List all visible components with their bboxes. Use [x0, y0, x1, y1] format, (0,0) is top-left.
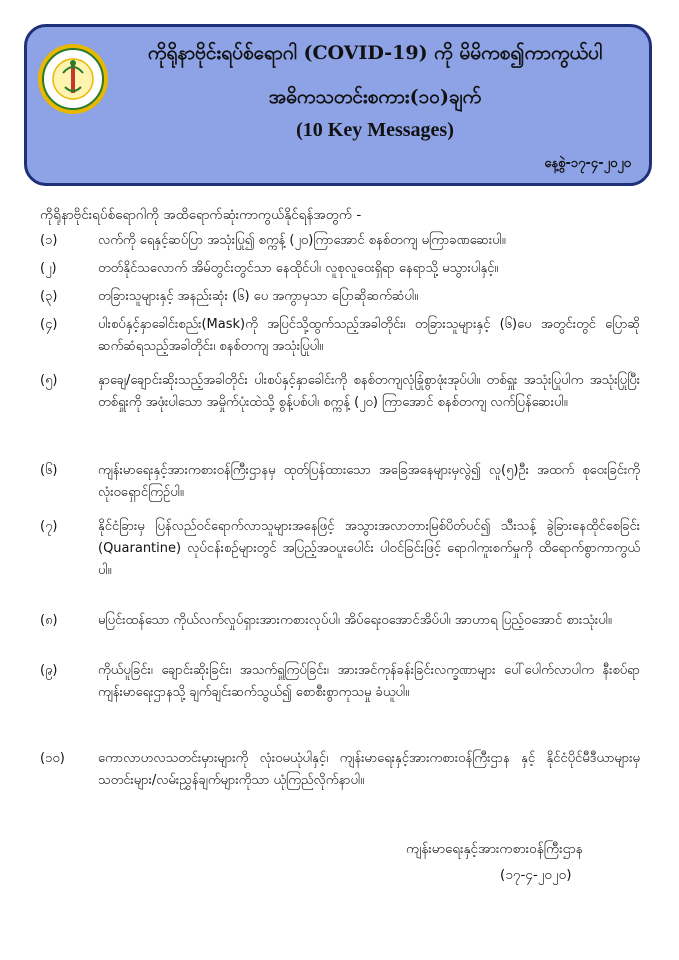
- item-text: နိုင်ငံခြားမှ ပြန်လည်ဝင်ရောက်လာသူများအနေဖြင့် အသွားအလာတားမြစ်ပိတ်ပင်၍ သီးသန့် ခွဲခြားနေထိုင်စေခြင်း (Quarantine) လုပ်ငန်းစဉ်များတွင် အပြည့်အဝပူးပေါင်း ပါဝင်ခြင်းဖြင့် ရောဂါကူးစက်မှုကို ထိရောက်စွာကာကွယ်ပါ။: [98, 519, 640, 578]
- item-text: ကောလာဟလသတင်းမှားများကို လုံးဝမယုံပါနှင့်၊ ကျန်းမာရေးနှင့်အားကစားဝန်ကြီးဌာန နှင့် နိုင်ငံပိုင်မီဒီယာများမှ သတင်းများ/လမ်းညွှန်ချက်များကိုသာ ယုံကြည်လိုက်နာပါ။: [98, 751, 640, 788]
- item-number: (၂): [40, 261, 57, 276]
- item-number: (၄): [40, 317, 58, 332]
- list-item: [40, 314, 640, 358]
- list-item: [40, 230, 640, 252]
- item-number: (၁): [40, 233, 58, 248]
- footer-ministry: ကျန်းမာရေးနှင့်အားကစားဝန်ကြီးဌာန: [406, 841, 583, 857]
- item-text: ပါးစပ်နှင့်နှာခေါင်းစည်း(Mask)ကို အပြင်သို့ထွက်သည့်အခါတိုင်း၊ တခြားသူများနှင့် (၆)ပေ အတွင်းတွင် ပြောဆိုဆက်ဆံရသည့်အခါတိုင်း၊ စနစ်တကျ အသုံးပြုပါ။: [98, 317, 640, 354]
- item-text: ကိုယ်ပူခြင်း၊ ချောင်းဆိုးခြင်း၊ အသက်ရှူကြပ်ခြင်း၊ အားအင်ကုန်ခန်းခြင်းလက္ခဏာများ ပေါ်ပေါက်လာပါက နီးစပ်ရာကျန်းမာရေးဌာနသို့ ချက်ချင်းဆက်သွယ်၍ စောစီးစွာကုသမှု ခံယူပါ။: [98, 663, 640, 700]
- item-text: တတ်နိုင်သလောက် အိမ်တွင်းတွင်သာ နေထိုင်ပါ၊ လူစုလူဝေးရှိရာ နေရာသို့ မသွားပါနှင့်။: [98, 261, 499, 276]
- list-item: [40, 370, 640, 414]
- item-number: (၁၀): [40, 751, 65, 766]
- list-item: [40, 460, 640, 504]
- item-number: (၈): [40, 613, 58, 628]
- list-item: [40, 516, 640, 582]
- item-text: လက်ကို ရေနှင့်ဆပ်ပြာ အသုံးပြု၍ စက္ကန့် (၂၀)ကြာအောင် စနစ်တကျ မကြာခဏဆေးပါ။: [98, 233, 506, 248]
- item-text: နှာချေ/ချောင်းဆိုးသည့်အခါတိုင်း ပါးစပ်နှင့်နှာခေါင်းကို စနစ်တကျလုံခြုံစွာဖုံးအုပ်ပါ။ တစ်ရှူး အသုံးပြုပါက အသုံးပြုပြီးတစ်ရှူးကို အဖုံးပါသော အမှိုက်ပုံးထဲသို့ စွန့်ပစ်ပါ၊ စက္ကန့် (၂၀) ကြာအောင် စနစ်တကျ လက်ပြန်ဆေးပါ။: [98, 373, 640, 410]
- ministry-logo-icon: [37, 43, 109, 115]
- header-date: နေ့စွဲ-၁၇-၄-၂၀၂၀: [544, 156, 631, 171]
- item-number: (၃): [40, 289, 58, 304]
- footer-date: (၁၇-၄-၂၀၂၀): [500, 867, 572, 883]
- item-text: တခြားသူများနှင့် အနည်းဆုံး (၆) ပေ အကွာမှသာ ပြောဆိုဆက်ဆံပါ။: [98, 289, 419, 304]
- page-subtitle-english: (10 Key Messages): [296, 119, 454, 141]
- list-item: [40, 660, 640, 704]
- intro-text: ကိုရိုနာဗိုင်းရပ်စ်ရောဂါကို အထိရောက်ဆုံးကာကွယ်နိုင်ရန်အတွက် -: [40, 207, 362, 223]
- item-number: (၇): [40, 519, 58, 534]
- page-title: ကိုရိုနာဗိုင်းရပ်စ်ရောဂါ (COVID-19) ကို မိမိကစ၍ကာကွယ်ပါ: [147, 42, 603, 64]
- list-item: [40, 258, 640, 280]
- item-text: မပြင်းထန်သော ကိုယ်လက်လှုပ်ရှားအားကစားလုပ်ပါ၊ အိပ်ရေးဝအောင်အိပ်ပါ၊ အာဟာရ ပြည့်ဝအောင် စားသုံးပါ။: [98, 613, 612, 628]
- list-item: [40, 748, 640, 792]
- item-number: (၅): [40, 373, 58, 388]
- item-number: (၆): [40, 463, 58, 478]
- header-banner: [24, 24, 652, 186]
- page-subtitle: အဓိကသတင်းစကား(၁၀)ချက်: [268, 86, 482, 108]
- item-number: (၉): [40, 663, 58, 678]
- list-item: [40, 610, 640, 632]
- item-text: ကျန်းမာရေးနှင့်အားကစားဝန်ကြီးဌာနမှ ထုတ်ပြန်ထားသော အခြေအနေများမှလွဲ၍ လူ(၅)ဦး အထက် စုဝေးခြင်းကို လုံးဝရှောင်ကြဉ်ပါ။: [98, 463, 640, 500]
- list-item: [40, 286, 640, 308]
